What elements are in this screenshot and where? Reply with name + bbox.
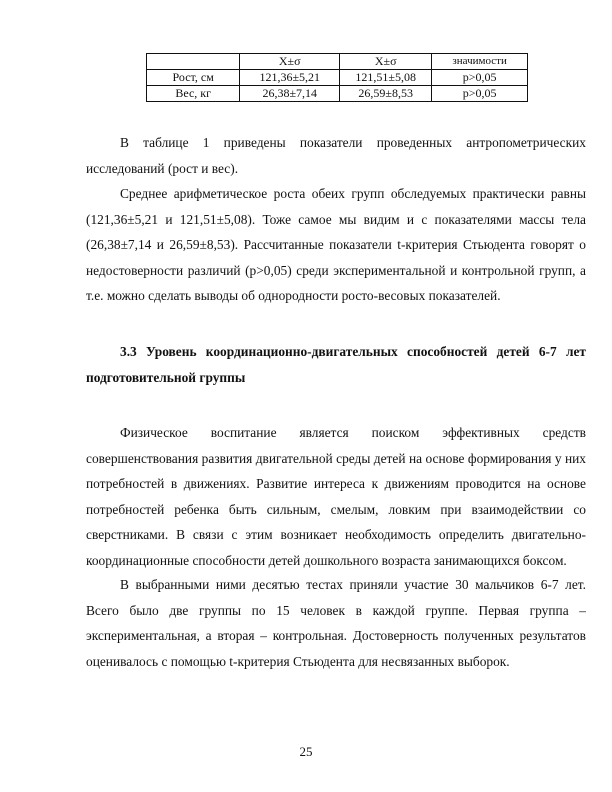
paragraph-text: В выбранными ними десятью тестах приняли участие 30 мальчиков 6-7 лет. Всего было две группы по 15 человек в каждой группе. Первая группа – экспериментальная, а вторая – контрольная. Достоверность полученных результатов оценивалось с помощью t-критерия Стьюдента для несвязанных выборок. [86,577,586,669]
table-cell: p>0,05 [432,70,528,86]
table-cell: 121,51±5,08 [340,70,432,86]
paragraph-table-description [86,130,586,181]
paragraph-text: В таблице 1 приведены показатели проведенных антропометрических исследований (рост и вес). [86,135,586,176]
anthropometric-table [146,53,528,102]
table-cell: Рост, см [147,70,240,86]
page-number: 25 [299,744,313,759]
table-cell: Вес, кг [147,86,240,102]
table-row [147,86,528,102]
paragraph-height-weight-analysis [86,181,586,309]
table-header-cell [147,54,240,70]
table-header-row [147,54,528,70]
table-row [147,70,528,86]
table-cell: 26,59±8,53 [340,86,432,102]
table-header-cell: значимости [432,54,528,70]
table-cell: p>0,05 [432,86,528,102]
table-cell: 26,38±7,14 [240,86,340,102]
paragraph-text: Физическое воспитание является поиском эффективных средств совершенствования развития двигательной среды детей на основе формирования у них потребностей в движениях. Развитие интереса к движениям проводится на основе потребностей ребенка быть сильным, смелым, ловким при взаимодействии со сверстниками. В связи с этим возникает необходимость определить двигательно-координационные способности детей дошкольного возраста занимающихся боксом. [86,425,586,568]
paragraph-physical-education [86,420,586,573]
section-heading: 3.3 Уровень координационно-двигательных способностей детей 6-7 лет подготовительной группы [86,344,586,385]
table-cell: 121,36±5,21 [240,70,340,86]
table-header-cell: X±σ [240,54,340,70]
paragraph-text: Среднее арифметическое роста обеих групп обследуемых практически равны (121,36±5,21 и 121,51±5,08). Тоже самое мы видим и с показателями массы тела (26,38±7,14 и 26,59±8,53). Рассчитанные показатели t-критерия Стьюдента говорят о недостоверности различий (p>0,05) среди экспериментальной и контрольной групп, а т.е. можно сделать выводы об однородности росто-весовых показателей. [86,186,586,303]
paragraph-tests-description [86,572,586,674]
table-header-cell: X±σ [340,54,432,70]
